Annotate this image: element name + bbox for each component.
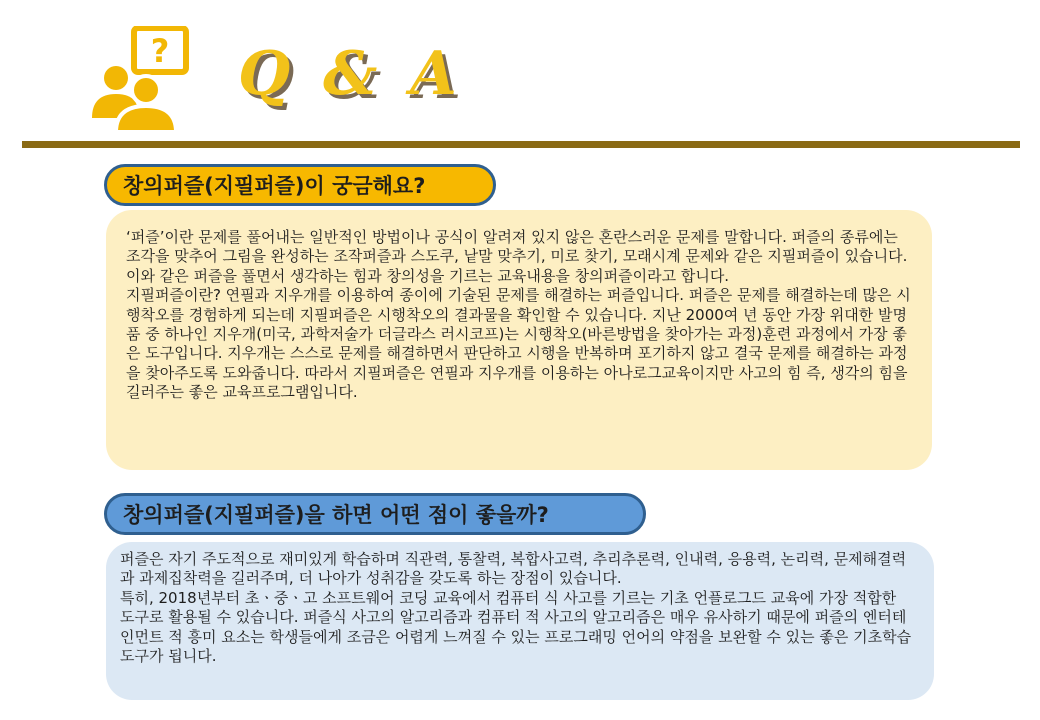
- section1-paragraph: ‘퍼즐’이란 문제를 풀어내는 일반적인 방법이나 공식이 알려져 있지 않은 혼란스러운 문제를 말합니다. 퍼즐의 종류에는 조각을 맞추어 그림을 완성하는 조작퍼즐과 스도쿠, 낱말 맞추기, 미로 찾기, 모래시계 문제와 같은 지필퍼즐이 있습니다. 이와 같은 퍼즐을 풀면서 생각하는 힘과 창의성을 기르는 교육내용을 창의퍼즐이라고 합니다.: [126, 228, 908, 285]
- section1-paragraph: 지필퍼즐이란? 연필과 지우개를 이용하여 종이에 기술된 문제를 해결하는 퍼즐입니다. 퍼즐은 문제를 해결하는데 많은 시행착오를 경험하게 되는데 지필퍼즐은 시행착오의 결과물을 확인할 수 있습니다. 지난 2000여 년 동안 가장 위대한 발명품 중 하나인 지우개(미국, 과학저술가 더글라스 러시코프)는 시행착오(바른방법을 찾아가는 과정)훈련 과정에서 가장 좋은 도구입니다. 지우개는 스스로 문제를 해결하면서 판단하고 시행을 반복하며 포기하지 않고 결국 문제를 해결하는 과정을 찾아주도록 도와줍니다. 따라서 지필퍼즐은 연필과 지우개를 이용하는 아나로그교육이지만 사고의 힘 즉, 생각의 힘을 길러주는 좋은 교육프로그램입니다.: [126, 286, 911, 402]
- title-divider: [22, 141, 1020, 148]
- svg-text:?: ?: [150, 32, 170, 70]
- section1-heading: 창의퍼즐(지필퍼즐)이 궁금해요?: [104, 164, 496, 206]
- section2-paragraph: 퍼즐은 자기 주도적으로 재미있게 학습하며 직관력, 통찰력, 복합사고력, 추리추론력, 인내력, 응용력, 논리력, 문제해결력과 과제집착력을 길러주며, 더 나아가 성취감을 갖도록 하는 장점이 있습니다.: [120, 550, 907, 588]
- page-title: Q & A: [238, 39, 463, 109]
- section2-paragraph: 특히, 2018년부터 초ㆍ중ㆍ고 소프트웨어 코딩 교육에서 컴퓨터 식 사고를 기르는 기초 언플로그드 교육에 가장 적합한 도구로 활용될 수 있습니다. 퍼즐식 사고의 알고리즘과 컴퓨터 적 사고의 알고리즘은 매우 유사하기 때문에 퍼즐의 엔터테인먼트 적 흥미 요소는 학생들에게 조금은 어렵게 느껴질 수 있는 프로그래밍 언어의 약점을 보완할 수 있는 좋은 기초학습 도구가 됩니다.: [120, 588, 912, 666]
- section1-content-box: [106, 210, 932, 470]
- section2-heading: 창의퍼즐(지필퍼즐)을 하면 어떤 점이 좋을까?: [104, 493, 646, 535]
- qa-people-question-icon: [86, 26, 190, 136]
- section2-content-box: [106, 542, 934, 700]
